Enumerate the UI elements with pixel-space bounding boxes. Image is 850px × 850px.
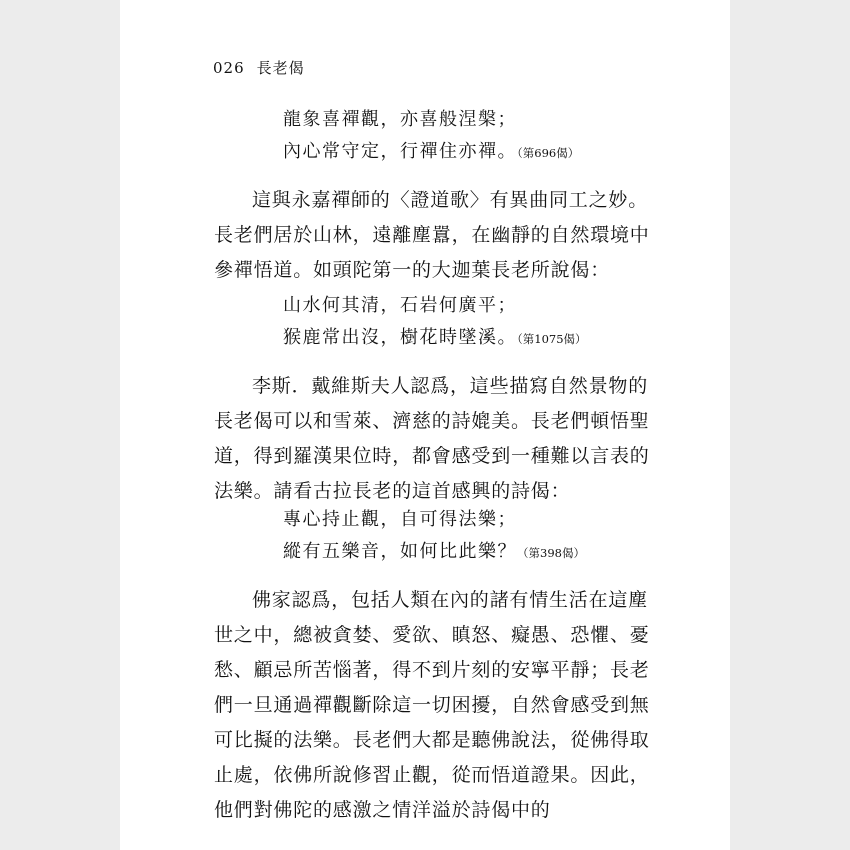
verse-line <box>283 536 585 569</box>
verse-block-3 <box>283 504 585 569</box>
verse-line <box>283 136 579 169</box>
paragraph-3: 佛家認爲，包括人類在內的諸有情生活在這塵世之中，總被貪婪、愛欲、瞋怒、癡愚、恐懼、憂愁、顧忌所苦惱著，得不到片刻的安寧平靜；長老們一旦通過禪觀斷除這一切困擾，自然會感受到無可比擬的法樂。長老們大都是聽佛說法，從佛得取止處，依佛所說修習止觀，從而悟道證果。因此，他們對佛陀的感激之情洋溢於詩偈中的 <box>214 589 650 821</box>
verse-text: 內心常守定，行禪住亦禪。 <box>283 141 517 162</box>
verse-block-1 <box>283 104 579 169</box>
verse-reference: （第1075偈） <box>517 332 587 346</box>
verse-block-2 <box>283 290 587 355</box>
book-title: 長老偈 <box>256 59 305 77</box>
paragraph-1: 這與永嘉禪師的〈證道歌〉有異曲同工之妙。長老們居於山林，遠離塵囂，在幽靜的自然環境中參禪悟道。如頭陀第一的大迦葉長老所說偈： <box>214 189 650 281</box>
running-header <box>213 57 305 78</box>
verse-line <box>283 322 587 355</box>
verse-line: 龍象喜禪觀，亦喜般涅槃； <box>283 109 517 130</box>
verse-text: 猴鹿常出沒，樹花時墜溪。 <box>283 327 517 348</box>
verse-reference: （第398偈） <box>517 546 585 560</box>
page-number: 026 <box>213 59 245 77</box>
verse-reference: （第696偈） <box>517 146 580 160</box>
paragraph-2: 李斯．戴維斯夫人認爲，這些描寫自然景物的長老偈可以和雪萊、濟慈的詩媲美。長老們頓悟聖道，得到羅漢果位時，都會感受到一種難以言表的法樂。請看古拉長老的這首感興的詩偈： <box>214 375 650 502</box>
verse-text: 縱有五樂音，如何比此樂？ <box>283 541 517 562</box>
book-page <box>120 0 730 850</box>
verse-line: 專心持止觀，自可得法樂； <box>283 509 517 530</box>
verse-line: 山水何其清，石岩何廣平； <box>283 295 517 316</box>
